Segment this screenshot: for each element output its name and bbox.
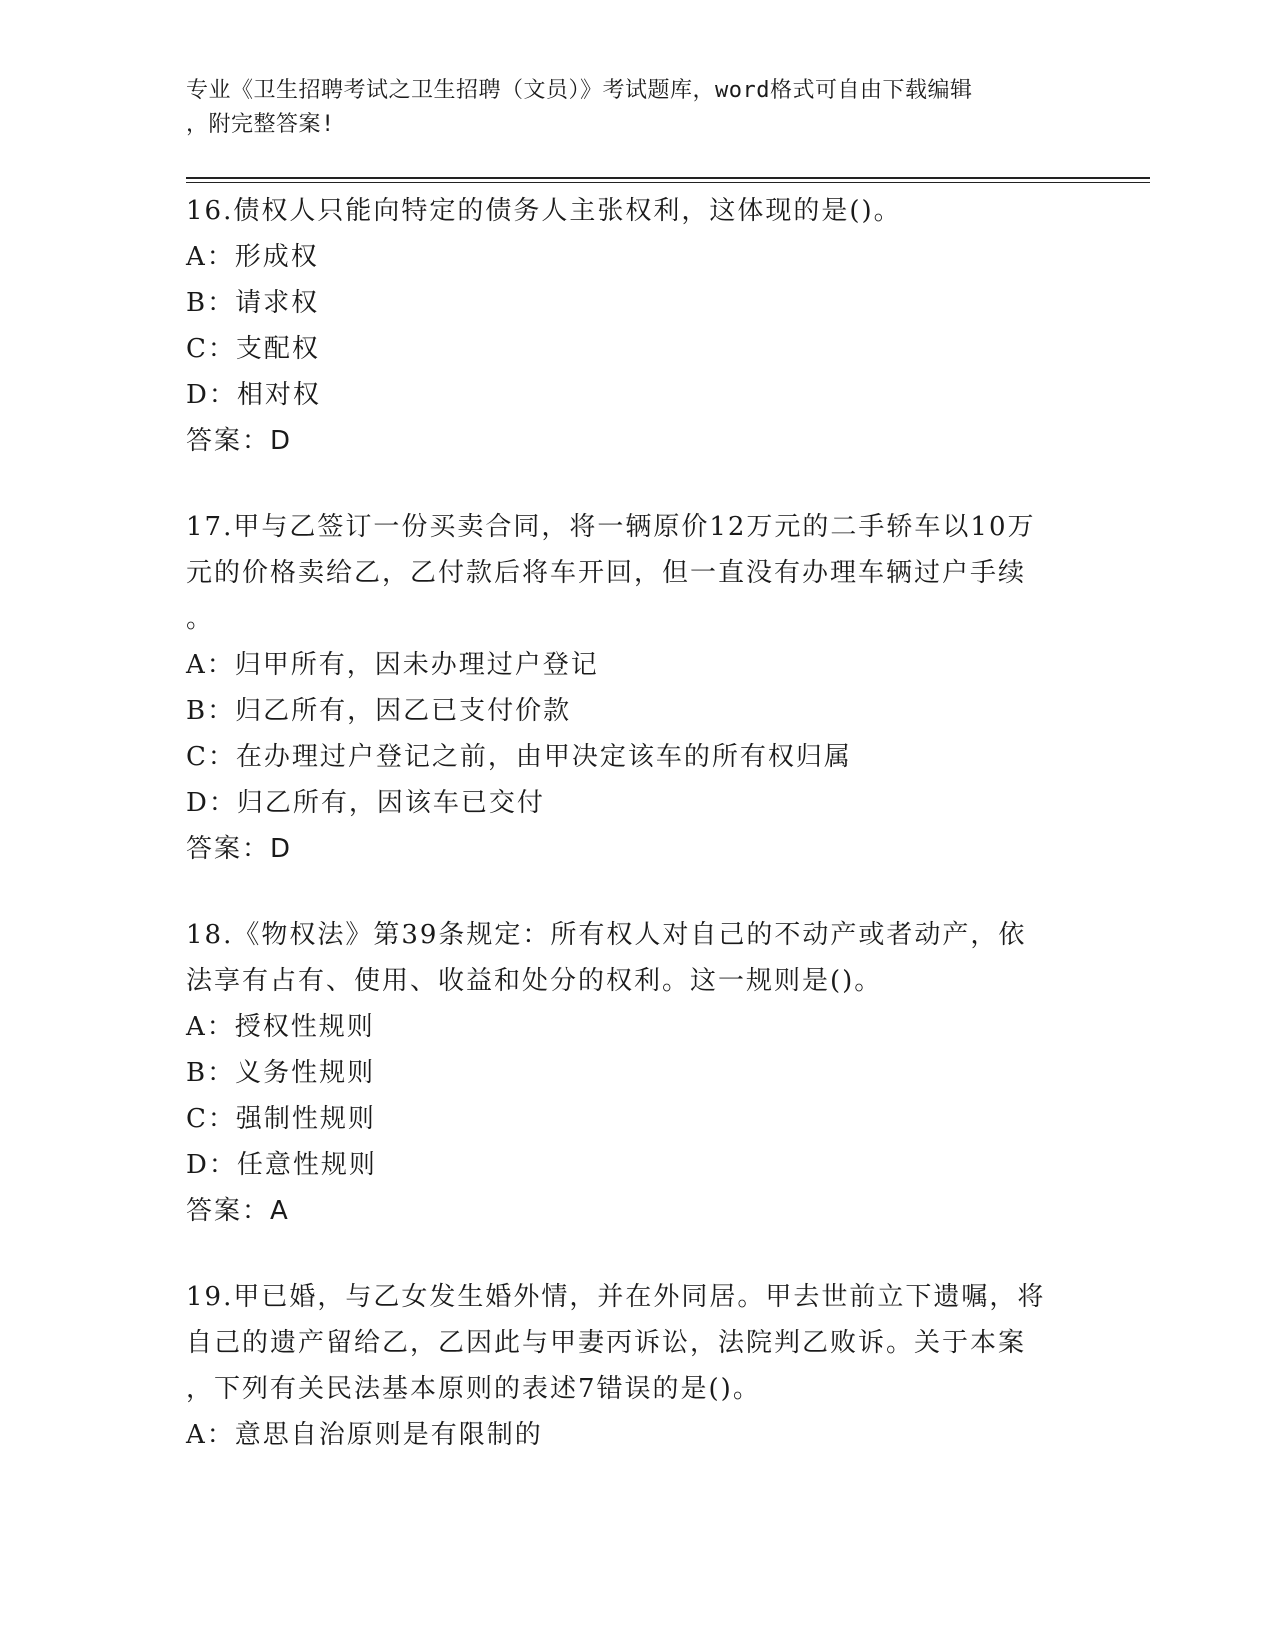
option-c: C：在办理过户登记之前，由甲决定该车的所有权归属 xyxy=(186,742,852,772)
option-b: B：请求权 xyxy=(186,288,320,318)
question-stem: 17.甲与乙签订一份买卖合同，将一辆原价12万元的二手轿车以10万 xyxy=(186,512,1036,542)
question-stem: 19.甲已婚，与乙女发生婚外情，并在外同居。甲去世前立下遗嘱，将 xyxy=(186,1282,1046,1312)
option-a: A：授权性规则 xyxy=(186,1012,375,1042)
header-line-2: ，附完整答案! xyxy=(186,112,335,137)
answer-line: 答案：D xyxy=(186,426,293,456)
header-line-1: 专业《卫生招聘考试之卫生招聘（文员）》考试题库，word格式可自由下载编辑 xyxy=(186,78,973,103)
option-d: D：归乙所有，因该车已交付 xyxy=(186,788,545,818)
question-stem: 16.债权人只能向特定的债务人主张权利，这体现的是()。 xyxy=(186,196,902,226)
answer-line: 答案：A xyxy=(186,1196,290,1226)
header-divider-bottom xyxy=(186,182,1150,183)
question-list xyxy=(186,188,1076,1458)
question-stem: ，下列有关民法基本原则的表述7错误的是()。 xyxy=(186,1374,761,1404)
answer-line: 答案：D xyxy=(186,834,293,864)
question-17 xyxy=(186,504,1076,872)
question-stem: 元的价格卖给乙，乙付款后将车开回，但一直没有办理车辆过户手续 xyxy=(186,558,1027,588)
option-a: A：意思自治原则是有限制的 xyxy=(186,1420,543,1450)
option-c: C：强制性规则 xyxy=(186,1104,376,1134)
header-divider-top xyxy=(186,177,1150,179)
question-stem: 自己的遗产留给乙，乙因此与甲妻丙诉讼，法院判乙败诉。关于本案 xyxy=(186,1328,1027,1358)
question-19 xyxy=(186,1274,1076,1458)
option-c: C：支配权 xyxy=(186,334,320,364)
document-header xyxy=(186,74,1066,142)
question-stem: 18.《物权法》第39条规定：所有权人对自己的不动产或者动产，依 xyxy=(186,920,1027,950)
option-b: B：义务性规则 xyxy=(186,1058,376,1088)
question-stem: 。 xyxy=(186,604,215,634)
option-b: B：归乙所有，因乙已支付价款 xyxy=(186,696,572,726)
option-d: D：任意性规则 xyxy=(186,1150,377,1180)
question-16 xyxy=(186,188,1076,464)
option-a: A：形成权 xyxy=(186,242,319,272)
option-a: A：归甲所有，因未办理过户登记 xyxy=(186,650,599,680)
question-18 xyxy=(186,912,1076,1234)
option-d: D：相对权 xyxy=(186,380,321,410)
question-stem: 法享有占有、使用、收益和处分的权利。这一规则是()。 xyxy=(186,966,883,996)
